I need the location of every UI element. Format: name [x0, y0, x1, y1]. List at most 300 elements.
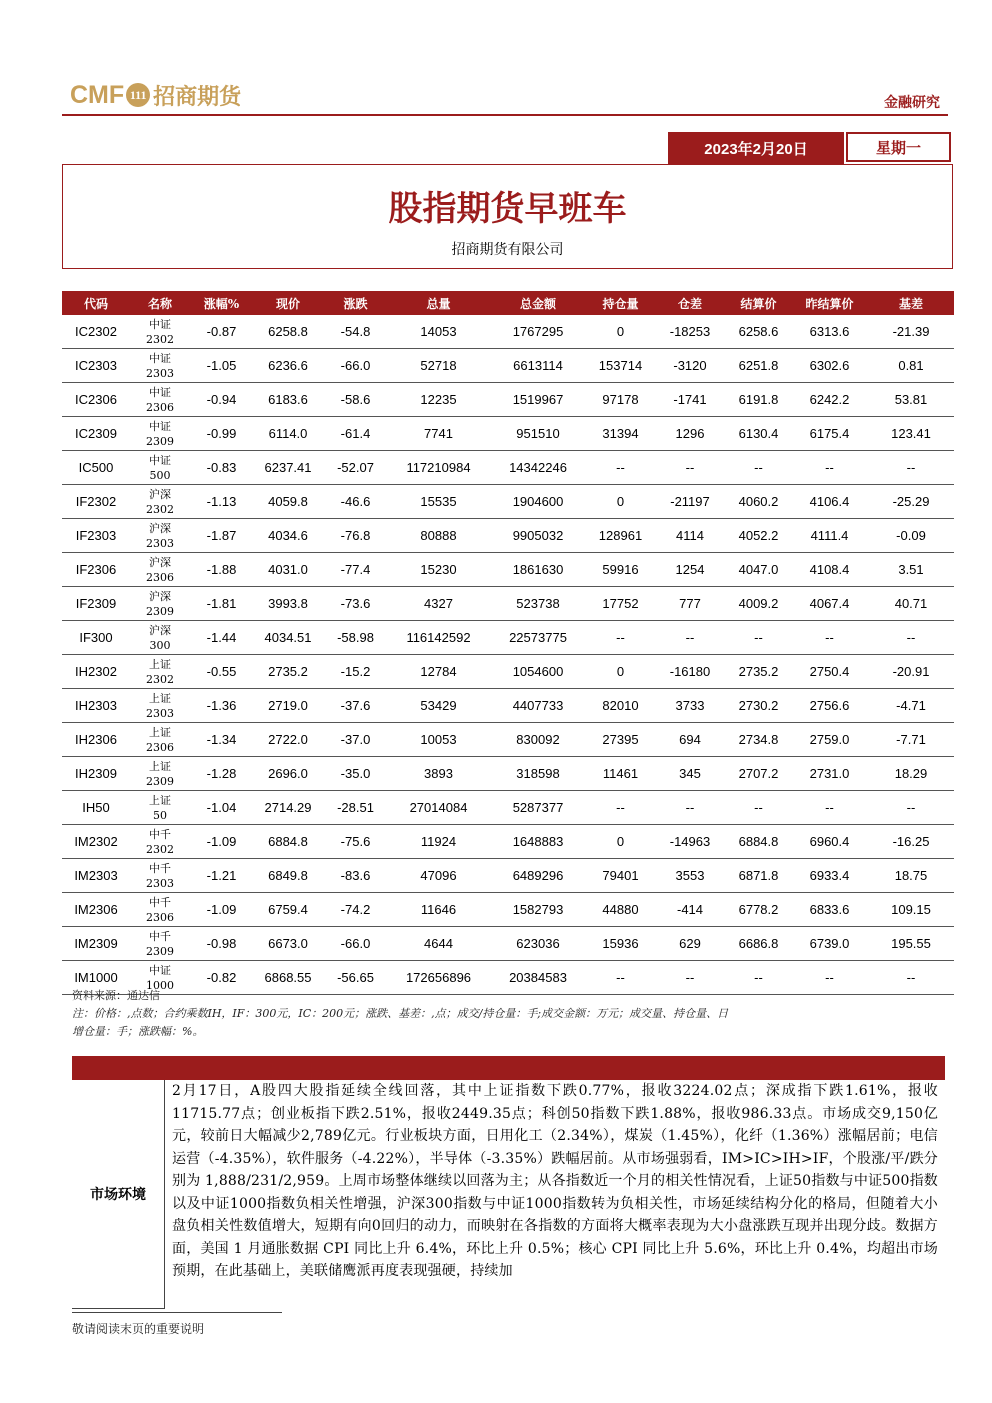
table-row: [62, 519, 954, 553]
cell-price: 3993.8: [253, 587, 323, 621]
cell-oi-chg: -18253: [654, 315, 726, 349]
column-header: 结算价: [726, 291, 791, 315]
cell-price: 6884.8: [253, 825, 323, 859]
cell-oi-chg: 1254: [654, 553, 726, 587]
cell-name-contract: 1000: [146, 978, 174, 992]
cell-basis: -21.39: [868, 315, 954, 349]
table-header-row: [62, 291, 954, 315]
cell-name-index: 中千: [149, 895, 171, 909]
cell-settle: 2707.2: [726, 757, 791, 791]
column-header: 昨结算价: [791, 291, 868, 315]
cell-name-contract: 2306: [146, 910, 174, 924]
cell-amount: 14342246: [489, 451, 587, 485]
cell-oi-chg: --: [654, 621, 726, 655]
cell-basis: 18.29: [868, 757, 954, 791]
cell-amount: 1519967: [489, 383, 587, 417]
cell-prev-settle: 4106.4: [791, 485, 868, 519]
note-line-2: 增仓量：手；涨跌幅：%。: [72, 1025, 204, 1038]
cell-oi-chg: 3553: [654, 859, 726, 893]
cell-name-contract: 2302: [146, 672, 174, 686]
cell-name-index: 中证: [149, 385, 171, 399]
cell-oi: 17752: [587, 587, 654, 621]
cell-code: IH2302: [62, 655, 130, 689]
cell-oi: 0: [587, 315, 654, 349]
cell-basis: 40.71: [868, 587, 954, 621]
cell-code: IM2306: [62, 893, 130, 927]
cell-oi: 15936: [587, 927, 654, 961]
cell-name-contract: 2302: [146, 332, 174, 346]
cell-oi: 0: [587, 485, 654, 519]
cell-prev-settle: 6739.0: [791, 927, 868, 961]
table-row: [62, 689, 954, 723]
cell-code: IM2303: [62, 859, 130, 893]
column-header: 名称: [130, 291, 190, 315]
cell-prev-settle: 4067.4: [791, 587, 868, 621]
cell-code: IF2302: [62, 485, 130, 519]
cell-volume: 53429: [388, 689, 489, 723]
cell-chg-pct: -0.83: [190, 451, 253, 485]
cell-oi-chg: -414: [654, 893, 726, 927]
cell-amount: 951510: [489, 417, 587, 451]
cell-oi-chg: -16180: [654, 655, 726, 689]
cell-oi-chg: -1741: [654, 383, 726, 417]
cell-amount: 5287377: [489, 791, 587, 825]
cell-oi: --: [587, 621, 654, 655]
cell-chg: -58.6: [323, 383, 388, 417]
cell-name-index: 沪深: [149, 589, 171, 603]
cell-volume: 47096: [388, 859, 489, 893]
cell-prev-settle: 2731.0: [791, 757, 868, 791]
market-label: 市场环境: [72, 1080, 165, 1309]
cell-settle: 4052.2: [726, 519, 791, 553]
cell-oi: 59916: [587, 553, 654, 587]
cell-oi-chg: --: [654, 451, 726, 485]
table-row: [62, 451, 954, 485]
section-header-bar: [72, 1056, 945, 1080]
cell-chg-pct: -1.09: [190, 893, 253, 927]
cell-code: IH2309: [62, 757, 130, 791]
cell-price: 2714.29: [253, 791, 323, 825]
cell-code: IC2302: [62, 315, 130, 349]
cell-prev-settle: --: [791, 961, 868, 995]
cell-oi: 11461: [587, 757, 654, 791]
title-box: [62, 164, 953, 269]
cell-name-index: 上证: [149, 725, 171, 739]
cell-name: [130, 349, 190, 383]
cell-name: [130, 417, 190, 451]
cell-name-index: 中千: [149, 827, 171, 841]
cell-oi: 97178: [587, 383, 654, 417]
cell-prev-settle: 6313.6: [791, 315, 868, 349]
cell-name-contract: 500: [149, 468, 171, 482]
table-row: [62, 655, 954, 689]
cell-amount: 20384583: [489, 961, 587, 995]
cell-code: IH2306: [62, 723, 130, 757]
cell-name: [130, 655, 190, 689]
cell-volume: 117210984: [388, 451, 489, 485]
cell-name-contract: 2306: [146, 570, 174, 584]
cell-chg-pct: -0.99: [190, 417, 253, 451]
cell-settle: 6871.8: [726, 859, 791, 893]
cell-chg-pct: -1.13: [190, 485, 253, 519]
cell-price: 2719.0: [253, 689, 323, 723]
cell-name-index: 上证: [149, 657, 171, 671]
cell-basis: -7.71: [868, 723, 954, 757]
column-header: 仓差: [654, 291, 726, 315]
cell-chg-pct: -1.44: [190, 621, 253, 655]
cell-code: IF2309: [62, 587, 130, 621]
cell-basis: --: [868, 451, 954, 485]
cell-settle: --: [726, 451, 791, 485]
cell-amount: 623036: [489, 927, 587, 961]
cell-oi: --: [587, 791, 654, 825]
cell-basis: -0.09: [868, 519, 954, 553]
cell-basis: -16.25: [868, 825, 954, 859]
cell-price: 6237.41: [253, 451, 323, 485]
cell-amount: 1648883: [489, 825, 587, 859]
table-row: [62, 825, 954, 859]
cell-prev-settle: 2759.0: [791, 723, 868, 757]
cell-name: [130, 893, 190, 927]
table-body: [62, 315, 954, 995]
cell-code: IH50: [62, 791, 130, 825]
footer-divider: [72, 1312, 282, 1313]
cell-name-contract: 2303: [146, 706, 174, 720]
cell-chg: -61.4: [323, 417, 388, 451]
cell-name-index: 沪深: [149, 521, 171, 535]
table-notes: [72, 987, 952, 1041]
cell-chg-pct: -0.98: [190, 927, 253, 961]
table-row: [62, 383, 954, 417]
cell-amount: 1767295: [489, 315, 587, 349]
cell-settle: 6251.8: [726, 349, 791, 383]
cell-name-contract: 2309: [146, 434, 174, 448]
cell-prev-settle: 6933.4: [791, 859, 868, 893]
column-header: 现价: [253, 291, 323, 315]
cell-name: [130, 315, 190, 349]
cell-oi: 128961: [587, 519, 654, 553]
column-header: 代码: [62, 291, 130, 315]
cell-chg-pct: -0.55: [190, 655, 253, 689]
cell-chg-pct: -0.82: [190, 961, 253, 995]
table-row: [62, 485, 954, 519]
table-row: [62, 621, 954, 655]
cell-chg: -73.6: [323, 587, 388, 621]
cell-price: 6114.0: [253, 417, 323, 451]
cell-amount: 1054600: [489, 655, 587, 689]
cell-settle: 2735.2: [726, 655, 791, 689]
cell-code: IC2306: [62, 383, 130, 417]
company-logo: [70, 80, 241, 110]
cell-chg-pct: -1.88: [190, 553, 253, 587]
cell-amount: 4407733: [489, 689, 587, 723]
cell-name-index: 沪深: [149, 623, 171, 637]
cell-chg: -83.6: [323, 859, 388, 893]
cell-basis: 3.51: [868, 553, 954, 587]
cell-chg-pct: -1.04: [190, 791, 253, 825]
cell-volume: 4327: [388, 587, 489, 621]
cell-name-index: 沪深: [149, 555, 171, 569]
cell-prev-settle: 6175.4: [791, 417, 868, 451]
cell-name-index: 上证: [149, 759, 171, 773]
cell-name-contract: 2303: [146, 536, 174, 550]
cell-volume: 172656896: [388, 961, 489, 995]
cell-volume: 4644: [388, 927, 489, 961]
cell-price: 6236.6: [253, 349, 323, 383]
cell-chg: -46.6: [323, 485, 388, 519]
table-row: [62, 791, 954, 825]
cell-name: [130, 757, 190, 791]
cell-code: IM2302: [62, 825, 130, 859]
cell-volume: 15535: [388, 485, 489, 519]
cell-name-contract: 2309: [146, 604, 174, 618]
data-source: 资料来源：通达信: [72, 989, 160, 1002]
table-row: [62, 315, 954, 349]
cell-price: 6673.0: [253, 927, 323, 961]
cell-name: [130, 587, 190, 621]
cell-price: 4034.6: [253, 519, 323, 553]
cell-oi: 44880: [587, 893, 654, 927]
cell-settle: 4047.0: [726, 553, 791, 587]
cell-name: [130, 519, 190, 553]
cell-name-index: 中千: [149, 861, 171, 875]
table-row: [62, 417, 954, 451]
cell-name-contract: 2306: [146, 740, 174, 754]
cell-oi-chg: 3733: [654, 689, 726, 723]
cell-settle: 6258.6: [726, 315, 791, 349]
cell-prev-settle: 6302.6: [791, 349, 868, 383]
cell-chg-pct: -1.28: [190, 757, 253, 791]
cell-oi-chg: -3120: [654, 349, 726, 383]
cell-volume: 116142592: [388, 621, 489, 655]
cell-oi-chg: --: [654, 961, 726, 995]
cell-basis: 123.41: [868, 417, 954, 451]
cell-amount: 1582793: [489, 893, 587, 927]
cell-name: [130, 485, 190, 519]
cell-chg: -37.0: [323, 723, 388, 757]
logo-cmf-text: CMF: [70, 80, 125, 109]
cell-price: 4034.51: [253, 621, 323, 655]
header-divider: [62, 114, 948, 116]
cell-chg: -28.51: [323, 791, 388, 825]
table-row: [62, 927, 954, 961]
cell-settle: 2730.2: [726, 689, 791, 723]
cell-name-contract: 2302: [146, 842, 174, 856]
cell-amount: 523738: [489, 587, 587, 621]
cell-oi-chg: --: [654, 791, 726, 825]
cell-name: [130, 621, 190, 655]
cell-volume: 80888: [388, 519, 489, 553]
cell-amount: 22573775: [489, 621, 587, 655]
column-header: 涨跌: [323, 291, 388, 315]
cell-prev-settle: 6960.4: [791, 825, 868, 859]
column-header: 持仓量: [587, 291, 654, 315]
date-badge: 2023年2月20日: [668, 132, 844, 164]
cell-chg: -15.2: [323, 655, 388, 689]
cell-chg: -66.0: [323, 349, 388, 383]
cell-amount: 6489296: [489, 859, 587, 893]
cell-chg: -35.0: [323, 757, 388, 791]
cell-name-index: 中证: [149, 351, 171, 365]
cell-chg: -52.07: [323, 451, 388, 485]
cell-name: [130, 383, 190, 417]
cell-prev-settle: 2756.6: [791, 689, 868, 723]
cell-price: 6849.8: [253, 859, 323, 893]
cell-chg: -76.8: [323, 519, 388, 553]
cell-name: [130, 689, 190, 723]
cell-volume: 15230: [388, 553, 489, 587]
cell-amount: 1904600: [489, 485, 587, 519]
cell-name-contract: 2309: [146, 774, 174, 788]
note-line-1: 注：价格：,点数；合约乘数IH，IF：300元，IC：200元；涨跌、基差：,点；成交/持仓量：手;成交金额：万元；成交量、持仓量、日: [72, 1007, 729, 1020]
cell-oi-chg: -21197: [654, 485, 726, 519]
cell-prev-settle: 6242.2: [791, 383, 868, 417]
cell-volume: 11646: [388, 893, 489, 927]
cell-oi: 82010: [587, 689, 654, 723]
cell-code: IF2306: [62, 553, 130, 587]
cell-code: IH2303: [62, 689, 130, 723]
cell-settle: 4009.2: [726, 587, 791, 621]
cell-basis: --: [868, 791, 954, 825]
cell-oi-chg: 4114: [654, 519, 726, 553]
cell-basis: 53.81: [868, 383, 954, 417]
cell-chg-pct: -1.36: [190, 689, 253, 723]
cell-prev-settle: 6833.6: [791, 893, 868, 927]
cell-code: IC2309: [62, 417, 130, 451]
market-section: [72, 1080, 945, 1308]
cell-name-contract: 2303: [146, 366, 174, 380]
cell-oi: --: [587, 451, 654, 485]
cell-settle: 6884.8: [726, 825, 791, 859]
cell-basis: -4.71: [868, 689, 954, 723]
cell-chg: -37.6: [323, 689, 388, 723]
cell-volume: 52718: [388, 349, 489, 383]
cell-name-index: 中证: [149, 419, 171, 433]
table-row: [62, 757, 954, 791]
cell-settle: 2734.8: [726, 723, 791, 757]
column-header: 总量: [388, 291, 489, 315]
cell-chg: -56.65: [323, 961, 388, 995]
cell-amount: 6613114: [489, 349, 587, 383]
cell-price: 4031.0: [253, 553, 323, 587]
cell-settle: --: [726, 791, 791, 825]
cell-oi: 31394: [587, 417, 654, 451]
cell-chg-pct: -1.21: [190, 859, 253, 893]
cell-code: IF2303: [62, 519, 130, 553]
cell-oi-chg: 1296: [654, 417, 726, 451]
logo-company-name: 招商期货: [153, 83, 242, 110]
cell-chg: -66.0: [323, 927, 388, 961]
cell-chg: -75.6: [323, 825, 388, 859]
cell-oi: 0: [587, 825, 654, 859]
cell-code: IM2309: [62, 927, 130, 961]
cell-oi: --: [587, 961, 654, 995]
cell-volume: 12235: [388, 383, 489, 417]
cell-volume: 7741: [388, 417, 489, 451]
cell-chg-pct: -1.81: [190, 587, 253, 621]
cell-chg-pct: -1.87: [190, 519, 253, 553]
cell-prev-settle: 4111.4: [791, 519, 868, 553]
cell-basis: -25.29: [868, 485, 954, 519]
cell-basis: 0.81: [868, 349, 954, 383]
cell-code: IC2303: [62, 349, 130, 383]
cell-basis: 195.55: [868, 927, 954, 961]
cell-name-index: 上证: [149, 691, 171, 705]
cell-oi-chg: 694: [654, 723, 726, 757]
table-row: [62, 553, 954, 587]
table-row: [62, 349, 954, 383]
cell-oi-chg: 629: [654, 927, 726, 961]
cell-settle: 6686.8: [726, 927, 791, 961]
cell-price: 2735.2: [253, 655, 323, 689]
cell-name-contract: 300: [149, 638, 171, 652]
cell-volume: 3893: [388, 757, 489, 791]
cell-name-index: 上证: [149, 793, 171, 807]
cell-prev-settle: 2750.4: [791, 655, 868, 689]
cell-name: [130, 791, 190, 825]
cell-name-contract: 2303: [146, 876, 174, 890]
cell-oi: 79401: [587, 859, 654, 893]
cell-amount: 318598: [489, 757, 587, 791]
cell-name-index: 中证: [149, 963, 171, 977]
cell-volume: 27014084: [388, 791, 489, 825]
cell-price: 6258.8: [253, 315, 323, 349]
cell-oi: 153714: [587, 349, 654, 383]
cell-prev-settle: --: [791, 791, 868, 825]
futures-table: [62, 291, 954, 995]
table-row: [62, 893, 954, 927]
cell-name: [130, 451, 190, 485]
cell-oi: 27395: [587, 723, 654, 757]
cell-amount: 830092: [489, 723, 587, 757]
cell-chg: -77.4: [323, 553, 388, 587]
cell-name-index: 中证: [149, 317, 171, 331]
cell-name-index: 中证: [149, 453, 171, 467]
cell-name-contract: 50: [153, 808, 167, 822]
cell-oi-chg: 345: [654, 757, 726, 791]
cell-oi: 0: [587, 655, 654, 689]
cell-volume: 12784: [388, 655, 489, 689]
page-title: 股指期货早班车: [388, 189, 627, 229]
cell-chg-pct: -0.87: [190, 315, 253, 349]
weekday-badge: 星期一: [846, 132, 951, 162]
cell-code: IM1000: [62, 961, 130, 995]
page-subtitle: 招商期货有限公司: [451, 242, 564, 258]
cell-settle: --: [726, 961, 791, 995]
cell-price: 6183.6: [253, 383, 323, 417]
cell-basis: --: [868, 961, 954, 995]
cell-basis: 18.75: [868, 859, 954, 893]
cell-price: 2722.0: [253, 723, 323, 757]
cell-name: [130, 723, 190, 757]
cell-price: 4059.8: [253, 485, 323, 519]
market-text: 2月17日，A股四大股指延续全线回落，其中上证指数下跌0.77%，报收3224.02点；深成指下跌1.61%，报收11715.77点；创业板指下跌2.51%，报收2449.35点；科创50指数下跌1.88%，报收986.33点。市场成交9,150亿元，较前日大幅减少2,789亿元。行业板块方面，日用化工（2.34%），煤炭（1.45%），化纤（1.36%）涨幅居前；电信运营（-4.35%），软件服务（-4.22%），半导体（-3.35%）跌幅居前。从市场强弱看，IM>IC>IH>IF，个股涨/平/跌分别为 1,888/231/2,959。上周市场整体继续以回落为主；从各指数近一个月的相关性情况看，上证50指数与中证500指数以及中证1000指数负相关性增强，沪深300指数与中证1000指数转为负相关性，市场延续结构分化的格局，但随着大小盘负相关性数值增大，短期有向0回归的动力，而映射在各指数的方面将大概率表现为大小盘涨跌互现并出现分歧。数据方面，美国 1 月通胀数据 CPI 同比上升 6.4%，环比上升 0.5%；核心 CPI 同比上升 5.6%，环比上升 0.4%，均超出市场预期，在此基础上，美联储鹰派再度表现强硬，持续加: [172, 1083, 938, 1279]
cell-chg-pct: -0.94: [190, 383, 253, 417]
cell-name: [130, 825, 190, 859]
cell-name-index: 中千: [149, 929, 171, 943]
cell-basis: --: [868, 621, 954, 655]
cell-amount: 1861630: [489, 553, 587, 587]
cell-chg-pct: -1.05: [190, 349, 253, 383]
cell-settle: 6130.4: [726, 417, 791, 451]
cell-settle: 4060.2: [726, 485, 791, 519]
cell-name-contract: 2302: [146, 502, 174, 516]
section-label: 金融研究: [884, 95, 940, 111]
cell-basis: 109.15: [868, 893, 954, 927]
cell-settle: 6191.8: [726, 383, 791, 417]
cell-oi-chg: -14963: [654, 825, 726, 859]
cell-volume: 11924: [388, 825, 489, 859]
